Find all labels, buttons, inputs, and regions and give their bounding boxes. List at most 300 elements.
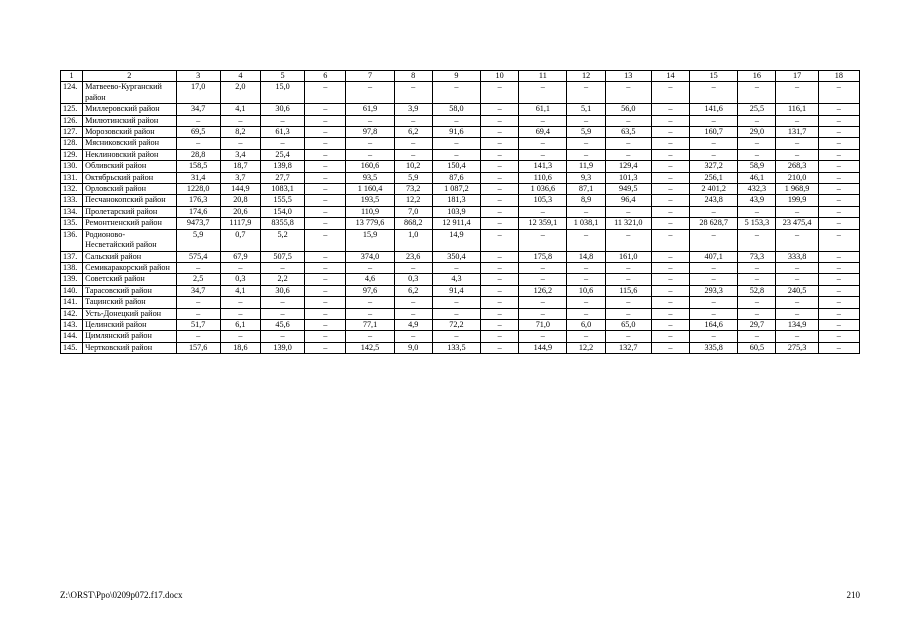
value-cell: 327,2 xyxy=(690,161,738,172)
district-name: Родионово-Несветайский район xyxy=(83,229,176,251)
value-cell: – xyxy=(305,285,346,296)
row-number: 132. xyxy=(61,184,83,195)
district-name: Обливский район xyxy=(83,161,176,172)
table-row xyxy=(61,115,860,126)
value-cell: – xyxy=(260,262,304,273)
value-cell: 335,8 xyxy=(690,342,738,353)
value-cell: – xyxy=(776,149,818,160)
value-cell: 4,6 xyxy=(346,274,394,285)
value-cell: – xyxy=(690,82,738,104)
value-cell: – xyxy=(567,229,605,251)
value-cell: – xyxy=(305,172,346,183)
value-cell: – xyxy=(567,297,605,308)
value-cell: 868,2 xyxy=(394,218,432,229)
value-cell: – xyxy=(432,82,480,104)
column-header: 3 xyxy=(176,71,220,82)
value-cell: – xyxy=(176,297,220,308)
value-cell: 0,3 xyxy=(220,274,260,285)
row-number: 134. xyxy=(61,206,83,217)
value-cell: 10,2 xyxy=(394,161,432,172)
value-cell: – xyxy=(738,206,776,217)
value-cell: 256,1 xyxy=(690,172,738,183)
value-cell: 141,6 xyxy=(690,104,738,115)
value-cell: – xyxy=(176,115,220,126)
value-cell: 0,3 xyxy=(394,274,432,285)
value-cell: – xyxy=(818,172,859,183)
value-cell: – xyxy=(818,195,859,206)
value-cell: – xyxy=(690,138,738,149)
value-cell: – xyxy=(738,149,776,160)
table-row xyxy=(61,297,860,308)
value-cell: 105,3 xyxy=(519,195,567,206)
value-cell: 2,2 xyxy=(260,274,304,285)
value-cell: – xyxy=(605,308,651,319)
value-cell: – xyxy=(305,262,346,273)
district-name: Советский район xyxy=(83,274,176,285)
value-cell: – xyxy=(432,138,480,149)
value-cell: – xyxy=(818,274,859,285)
value-cell: 43,9 xyxy=(738,195,776,206)
value-cell: – xyxy=(738,262,776,273)
value-cell: – xyxy=(305,274,346,285)
value-cell: – xyxy=(651,262,689,273)
value-cell: – xyxy=(481,274,519,285)
value-cell: – xyxy=(818,138,859,149)
value-cell: – xyxy=(519,149,567,160)
footer-page-number: 210 xyxy=(846,590,860,600)
value-cell: 131,7 xyxy=(776,127,818,138)
value-cell: 142,5 xyxy=(346,342,394,353)
value-cell: 52,8 xyxy=(738,285,776,296)
value-cell: 350,4 xyxy=(432,251,480,262)
value-cell: – xyxy=(519,262,567,273)
value-cell: 1228,0 xyxy=(176,184,220,195)
value-cell: 134,9 xyxy=(776,319,818,330)
value-cell: – xyxy=(394,262,432,273)
value-cell: – xyxy=(776,138,818,149)
district-name: Неклиновский район xyxy=(83,149,176,160)
column-header: 18 xyxy=(818,71,859,82)
row-number: 135. xyxy=(61,218,83,229)
value-cell: – xyxy=(818,104,859,115)
column-header: 17 xyxy=(776,71,818,82)
value-cell: 8355,8 xyxy=(260,218,304,229)
value-cell: – xyxy=(394,149,432,160)
value-cell: 51,7 xyxy=(176,319,220,330)
table-row xyxy=(61,218,860,229)
value-cell: – xyxy=(305,319,346,330)
value-cell: – xyxy=(818,285,859,296)
value-cell: 8,2 xyxy=(220,127,260,138)
value-cell: – xyxy=(346,115,394,126)
table-row xyxy=(61,127,860,138)
value-cell: – xyxy=(567,82,605,104)
value-cell: – xyxy=(738,331,776,342)
value-cell: – xyxy=(394,115,432,126)
value-cell: – xyxy=(818,331,859,342)
value-cell: 34,7 xyxy=(176,285,220,296)
value-cell: – xyxy=(481,206,519,217)
value-cell: – xyxy=(305,342,346,353)
value-cell: 160,7 xyxy=(690,127,738,138)
column-header: 4 xyxy=(220,71,260,82)
value-cell: – xyxy=(651,161,689,172)
value-cell: – xyxy=(818,342,859,353)
value-cell: 141,3 xyxy=(519,161,567,172)
district-name: Мясниковский район xyxy=(83,138,176,149)
value-cell: 4,9 xyxy=(394,319,432,330)
value-cell: 240,5 xyxy=(776,285,818,296)
value-cell: 181,3 xyxy=(432,195,480,206)
value-cell: – xyxy=(305,218,346,229)
value-cell: 126,2 xyxy=(519,285,567,296)
value-cell: 150,4 xyxy=(432,161,480,172)
table-row xyxy=(61,184,860,195)
value-cell: 77,1 xyxy=(346,319,394,330)
value-cell: 61,1 xyxy=(519,104,567,115)
value-cell: 1 968,9 xyxy=(776,184,818,195)
value-cell: 4,1 xyxy=(220,285,260,296)
value-cell: – xyxy=(481,285,519,296)
value-cell: – xyxy=(690,274,738,285)
value-cell: 63,5 xyxy=(605,127,651,138)
value-cell: – xyxy=(394,82,432,104)
value-cell: – xyxy=(567,308,605,319)
value-cell: – xyxy=(738,297,776,308)
district-name: Орловский район xyxy=(83,184,176,195)
value-cell: 28,8 xyxy=(176,149,220,160)
value-cell: 193,5 xyxy=(346,195,394,206)
value-cell: – xyxy=(481,115,519,126)
value-cell: 110,9 xyxy=(346,206,394,217)
value-cell: 3,4 xyxy=(220,149,260,160)
value-cell: 374,0 xyxy=(346,251,394,262)
value-cell: – xyxy=(481,262,519,273)
value-cell: – xyxy=(481,342,519,353)
value-cell: – xyxy=(818,127,859,138)
value-cell: 96,4 xyxy=(605,195,651,206)
value-cell: 1 087,2 xyxy=(432,184,480,195)
row-number: 145. xyxy=(61,342,83,353)
value-cell: – xyxy=(651,297,689,308)
value-cell: – xyxy=(481,104,519,115)
value-cell: 17,0 xyxy=(176,82,220,104)
district-name: Тарасовский район xyxy=(83,285,176,296)
district-name: Ремонтненский район xyxy=(83,218,176,229)
value-cell: 12 359,1 xyxy=(519,218,567,229)
value-cell: 164,6 xyxy=(690,319,738,330)
value-cell: 27,7 xyxy=(260,172,304,183)
value-cell: 46,1 xyxy=(738,172,776,183)
value-cell: 69,5 xyxy=(176,127,220,138)
row-number: 129. xyxy=(61,149,83,160)
value-cell: – xyxy=(690,115,738,126)
value-cell: – xyxy=(818,262,859,273)
column-header: 2 xyxy=(83,71,176,82)
value-cell: 8,9 xyxy=(567,195,605,206)
value-cell: – xyxy=(260,331,304,342)
district-name: Морозовский район xyxy=(83,127,176,138)
value-cell: 23,6 xyxy=(394,251,432,262)
value-cell: 199,9 xyxy=(776,195,818,206)
value-cell: 73,2 xyxy=(394,184,432,195)
row-number: 136. xyxy=(61,229,83,251)
value-cell: – xyxy=(818,297,859,308)
value-cell: – xyxy=(690,206,738,217)
value-cell: – xyxy=(567,115,605,126)
value-cell: – xyxy=(305,127,346,138)
value-cell: – xyxy=(220,297,260,308)
value-cell: – xyxy=(567,274,605,285)
table-row xyxy=(61,82,860,104)
value-cell: – xyxy=(605,206,651,217)
value-cell: – xyxy=(432,115,480,126)
value-cell: – xyxy=(220,138,260,149)
value-cell: 6,2 xyxy=(394,285,432,296)
value-cell: 575,4 xyxy=(176,251,220,262)
value-cell: – xyxy=(394,138,432,149)
table-row xyxy=(61,149,860,160)
value-cell: 1083,1 xyxy=(260,184,304,195)
column-header: 15 xyxy=(690,71,738,82)
value-cell: 115,6 xyxy=(605,285,651,296)
value-cell: – xyxy=(519,308,567,319)
value-cell: – xyxy=(346,308,394,319)
value-cell: – xyxy=(305,82,346,104)
value-cell: 110,6 xyxy=(519,172,567,183)
value-cell: 133,5 xyxy=(432,342,480,353)
value-cell: – xyxy=(394,297,432,308)
table-row xyxy=(61,138,860,149)
value-cell: – xyxy=(651,331,689,342)
value-cell: – xyxy=(346,149,394,160)
table-header-row xyxy=(61,71,860,82)
value-cell: – xyxy=(519,82,567,104)
value-cell: 174,6 xyxy=(176,206,220,217)
value-cell: 210,0 xyxy=(776,172,818,183)
value-cell: 87,1 xyxy=(567,184,605,195)
value-cell: – xyxy=(690,308,738,319)
value-cell: – xyxy=(818,161,859,172)
value-cell: 58,9 xyxy=(738,161,776,172)
value-cell: 91,4 xyxy=(432,285,480,296)
value-cell: 155,5 xyxy=(260,195,304,206)
value-cell: 11,9 xyxy=(567,161,605,172)
value-cell: 116,1 xyxy=(776,104,818,115)
value-cell: – xyxy=(651,229,689,251)
value-cell: – xyxy=(651,127,689,138)
value-cell: – xyxy=(651,115,689,126)
value-cell: 12,2 xyxy=(567,342,605,353)
value-cell: – xyxy=(690,262,738,273)
value-cell: – xyxy=(481,229,519,251)
value-cell: – xyxy=(481,138,519,149)
value-cell: – xyxy=(481,319,519,330)
value-cell: 14,8 xyxy=(567,251,605,262)
table-row xyxy=(61,331,860,342)
value-cell: 144,9 xyxy=(519,342,567,353)
value-cell: – xyxy=(481,149,519,160)
value-cell: 2,5 xyxy=(176,274,220,285)
value-cell: – xyxy=(651,308,689,319)
value-cell: 25,5 xyxy=(738,104,776,115)
value-cell: – xyxy=(260,297,304,308)
value-cell: 5,9 xyxy=(394,172,432,183)
value-cell: – xyxy=(176,262,220,273)
column-header: 8 xyxy=(394,71,432,82)
value-cell: – xyxy=(818,229,859,251)
value-cell: – xyxy=(432,149,480,160)
value-cell: 3,7 xyxy=(220,172,260,183)
value-cell: 161,0 xyxy=(605,251,651,262)
value-cell: – xyxy=(651,195,689,206)
value-cell: – xyxy=(220,308,260,319)
value-cell: – xyxy=(738,229,776,251)
value-cell: 12 911,4 xyxy=(432,218,480,229)
value-cell: – xyxy=(567,331,605,342)
value-cell: 243,8 xyxy=(690,195,738,206)
value-cell: 103,9 xyxy=(432,206,480,217)
value-cell: – xyxy=(776,229,818,251)
table-row xyxy=(61,161,860,172)
value-cell: 4,3 xyxy=(432,274,480,285)
value-cell: – xyxy=(605,262,651,273)
value-cell: – xyxy=(305,206,346,217)
column-header: 16 xyxy=(738,71,776,82)
table-row xyxy=(61,195,860,206)
value-cell: 6,0 xyxy=(567,319,605,330)
value-cell: – xyxy=(651,206,689,217)
table-row xyxy=(61,206,860,217)
value-cell: 6,2 xyxy=(394,127,432,138)
value-cell: 5,2 xyxy=(260,229,304,251)
value-cell: – xyxy=(567,206,605,217)
value-cell: – xyxy=(481,161,519,172)
column-header: 10 xyxy=(481,71,519,82)
value-cell: 20,6 xyxy=(220,206,260,217)
value-cell: 65,0 xyxy=(605,319,651,330)
value-cell: – xyxy=(176,308,220,319)
value-cell: – xyxy=(519,297,567,308)
value-cell: – xyxy=(305,149,346,160)
value-cell: 56,0 xyxy=(605,104,651,115)
value-cell: – xyxy=(481,218,519,229)
value-cell: – xyxy=(651,184,689,195)
value-cell: – xyxy=(305,229,346,251)
value-cell: 34,7 xyxy=(176,104,220,115)
row-number: 125. xyxy=(61,104,83,115)
value-cell: – xyxy=(651,82,689,104)
value-cell: – xyxy=(651,251,689,262)
table-row xyxy=(61,274,860,285)
value-cell: 30,6 xyxy=(260,285,304,296)
row-number: 128. xyxy=(61,138,83,149)
value-cell: 18,7 xyxy=(220,161,260,172)
value-cell: – xyxy=(738,115,776,126)
row-number: 126. xyxy=(61,115,83,126)
table-row xyxy=(61,172,860,183)
value-cell: 15,0 xyxy=(260,82,304,104)
row-number: 141. xyxy=(61,297,83,308)
value-cell: – xyxy=(176,138,220,149)
value-cell: – xyxy=(651,274,689,285)
value-cell: – xyxy=(220,115,260,126)
value-cell: 1 160,4 xyxy=(346,184,394,195)
value-cell: 101,3 xyxy=(605,172,651,183)
value-cell: 129,4 xyxy=(605,161,651,172)
table-row xyxy=(61,319,860,330)
value-cell: – xyxy=(481,82,519,104)
row-number: 142. xyxy=(61,308,83,319)
value-cell: – xyxy=(394,308,432,319)
value-cell: 432,3 xyxy=(738,184,776,195)
value-cell: 61,3 xyxy=(260,127,304,138)
value-cell: 10,6 xyxy=(567,285,605,296)
value-cell: – xyxy=(346,297,394,308)
value-cell: – xyxy=(651,285,689,296)
value-cell: – xyxy=(651,172,689,183)
value-cell: – xyxy=(220,262,260,273)
value-cell: 58,0 xyxy=(432,104,480,115)
value-cell: 5,9 xyxy=(176,229,220,251)
value-cell: – xyxy=(776,82,818,104)
value-cell: 1 036,6 xyxy=(519,184,567,195)
value-cell: – xyxy=(738,138,776,149)
value-cell: 949,5 xyxy=(605,184,651,195)
value-cell: 275,3 xyxy=(776,342,818,353)
value-cell: – xyxy=(519,229,567,251)
value-cell: – xyxy=(605,82,651,104)
value-cell: – xyxy=(818,218,859,229)
value-cell: – xyxy=(481,308,519,319)
footer-file-path: Z:\ORST\Ppo\0209p072.f17.docx xyxy=(60,590,183,600)
value-cell: – xyxy=(305,161,346,172)
value-cell: 2,0 xyxy=(220,82,260,104)
value-cell: 139,8 xyxy=(260,161,304,172)
value-cell: – xyxy=(346,262,394,273)
value-cell: – xyxy=(818,251,859,262)
value-cell: – xyxy=(776,331,818,342)
table-row xyxy=(61,251,860,262)
row-number: 124. xyxy=(61,82,83,104)
value-cell: – xyxy=(481,172,519,183)
value-cell: – xyxy=(176,331,220,342)
value-cell: – xyxy=(651,218,689,229)
value-cell: 9473,7 xyxy=(176,218,220,229)
value-cell: – xyxy=(776,308,818,319)
value-cell: 9,0 xyxy=(394,342,432,353)
value-cell: – xyxy=(818,319,859,330)
district-name: Чертковский район xyxy=(83,342,176,353)
value-cell: – xyxy=(567,262,605,273)
value-cell: 31,4 xyxy=(176,172,220,183)
value-cell: – xyxy=(519,206,567,217)
column-header: 7 xyxy=(346,71,394,82)
value-cell: 5,1 xyxy=(567,104,605,115)
value-cell: 11 321,0 xyxy=(605,218,651,229)
value-cell: – xyxy=(738,274,776,285)
value-cell: – xyxy=(567,149,605,160)
value-cell: – xyxy=(651,342,689,353)
value-cell: – xyxy=(432,308,480,319)
value-cell: – xyxy=(567,138,605,149)
column-header: 9 xyxy=(432,71,480,82)
value-cell: 61,9 xyxy=(346,104,394,115)
value-cell: 72,2 xyxy=(432,319,480,330)
value-cell: 144,9 xyxy=(220,184,260,195)
value-cell: – xyxy=(519,115,567,126)
table-row xyxy=(61,104,860,115)
